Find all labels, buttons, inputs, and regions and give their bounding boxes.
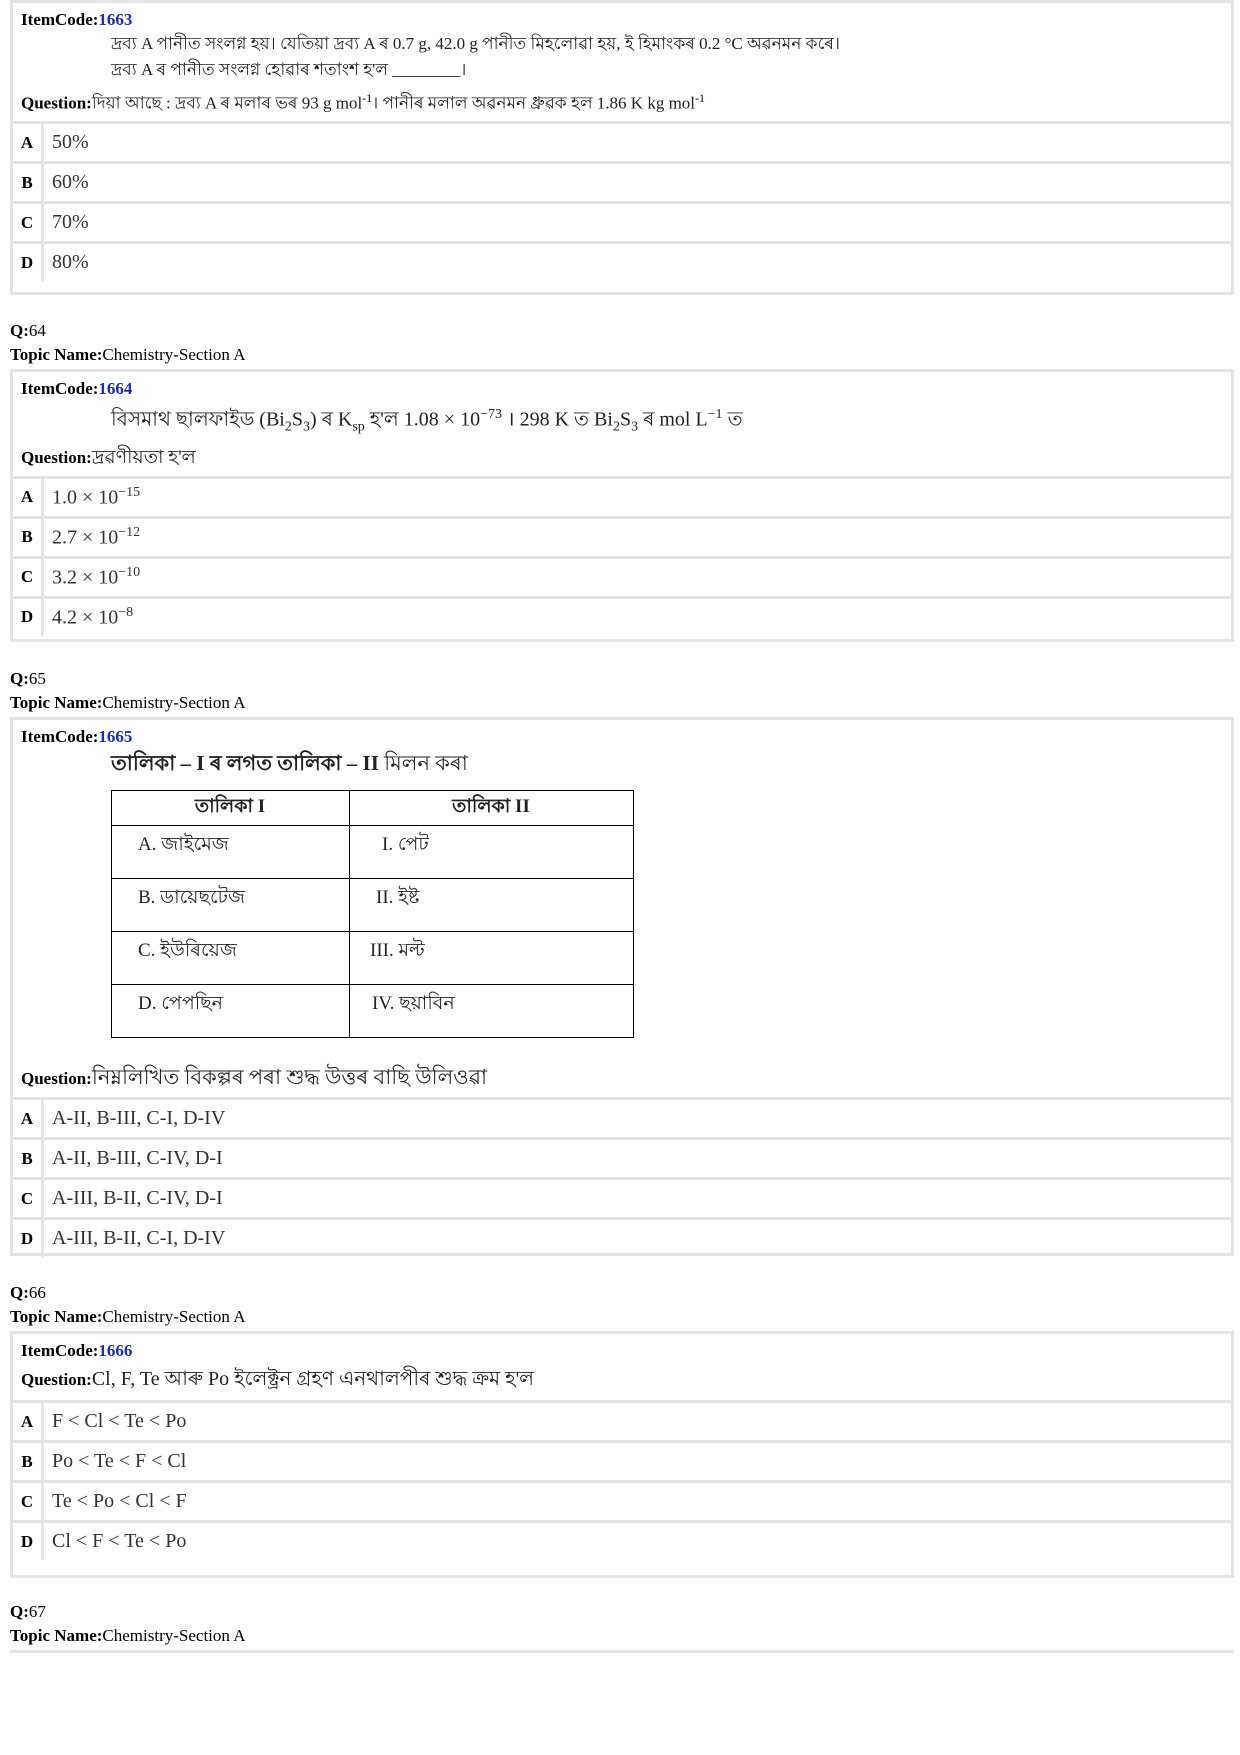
topic-name: Topic Name:Chemistry-Section A (10, 1626, 246, 1645)
question-line: Question:দ্ৰৱণীয়তা হ'ল (21, 446, 196, 468)
question-card-1666 (10, 1331, 1234, 1578)
option-b[interactable]: B A-II, B-III, C-IV, D-I (13, 1137, 1231, 1177)
question-card-1664 (10, 369, 1234, 642)
table-cell: C. ইউৰিয়েজ (112, 932, 350, 985)
question-card-1663 (10, 0, 1234, 295)
table-cell: III. মল্ট (350, 932, 634, 985)
table-cell: D. পেপছিন (112, 985, 350, 1038)
table-cell: A. জাইমেজ (112, 826, 350, 879)
question-number: Q:67 (10, 1602, 46, 1621)
option-b[interactable]: B $2.7 \times 10^{-12}$ (13, 516, 1231, 556)
option-b[interactable]: B 60% (13, 161, 1231, 201)
table-cell: I. পেট (350, 826, 634, 879)
question-text-line: দ্ৰব্য A ৰ পানীত সংলগ্ন হোৱাৰ শতাংশ হ'ল ________। (111, 60, 467, 79)
question-text-line: বিসমাথ ছালফাইড $(Bi_2S_3)$ ৰ $K_{sp}$ হ'ল $1.08 \times 10^{-73}$ । 298 K ত $Bi_2S_3$ ৰ mol $L^{-1}$ ত (111, 407, 743, 435)
table-row (112, 985, 634, 1038)
item-code: ItemCode:1666 (21, 1341, 133, 1360)
table-header-cell: তালিকা I (112, 791, 350, 826)
topic-name: Topic Name:Chemistry-Section A (10, 345, 246, 364)
option-d[interactable]: D A-III, B-II, C-I, D-IV (13, 1217, 1231, 1257)
option-a[interactable]: A F < Cl < Te < Po (13, 1400, 1231, 1440)
option-d[interactable]: D $4.2 \times 10^{-8}$ (13, 596, 1231, 636)
table-row (112, 879, 634, 932)
topic-name: Topic Name:Chemistry-Section A (10, 693, 246, 712)
option-c[interactable]: C 70% (13, 201, 1231, 241)
question-line: Question:Cl, F, Te আৰু Po ইলেক্ট্ৰন গ্ৰহণ এনথালপীৰ শুদ্ধ ক্ৰম হ'ল (21, 1368, 535, 1390)
option-d[interactable]: D 80% (13, 241, 1231, 281)
table-cell: IV. ছয়াবিন (350, 985, 634, 1038)
item-code: ItemCode:1665 (21, 727, 133, 746)
option-c[interactable]: C A-III, B-II, C-IV, D-I (13, 1177, 1231, 1217)
question-number: Q:66 (10, 1283, 46, 1302)
table-header-cell: তালিকা II (350, 791, 634, 826)
option-b[interactable]: B Po < Te < F < Cl (13, 1440, 1231, 1480)
question-number: Q:65 (10, 669, 46, 688)
option-c[interactable]: C $3.2 \times 10^{-10}$ (13, 556, 1231, 596)
table-heading: তালিকা – I ৰ লগত তালিকা – II মিলন কৰা (111, 751, 468, 775)
match-table (111, 790, 634, 1038)
option-d[interactable]: D Cl < F < Te < Po (13, 1520, 1231, 1560)
table-row (112, 932, 634, 985)
table-cell: B. ডায়েছটেজ (112, 879, 350, 932)
item-code: ItemCode:1663 (21, 10, 133, 29)
option-a[interactable]: A 50% (13, 121, 1231, 161)
table-row (112, 826, 634, 879)
option-a[interactable]: A A-II, B-III, C-I, D-IV (13, 1097, 1231, 1137)
question-number: Q:64 (10, 321, 46, 340)
question-line: Question:নিম্নলিখিত বিকল্পৰ পৰা শুদ্ধ উত্তৰ বাছি উলিওৱা (21, 1065, 488, 1089)
topic-name: Topic Name:Chemistry-Section A (10, 1307, 246, 1326)
item-code: ItemCode:1664 (21, 379, 133, 398)
option-a[interactable]: A $1.0 \times 10^{-15}$ (13, 476, 1231, 516)
table-cell: II. ইষ্ট (350, 879, 634, 932)
table-header-row (112, 791, 634, 826)
question-text-line: দ্ৰব্য A পানীত সংলগ্ন হয়। যেতিয়া দ্ৰব্য A ৰ 0.7 g, 42.0 g পানীত মিহলোৱা হয়, ই হিমাংকৰ 0.2 °C অৱনমন কৰে। (111, 34, 840, 53)
divider (10, 1650, 1234, 1653)
option-c[interactable]: C Te < Po < Cl < F (13, 1480, 1231, 1520)
question-card-1665 (10, 717, 1234, 1256)
question-line: Question:দিয়া আছে : দ্ৰব্য A ৰ মলাৰ ভৰ 93 g mol$^{-1}$। পানীৰ মলাল অৱনমন ধ্ৰুৱক হল 1.86 K kg mol$^{-1}$ (21, 91, 706, 113)
